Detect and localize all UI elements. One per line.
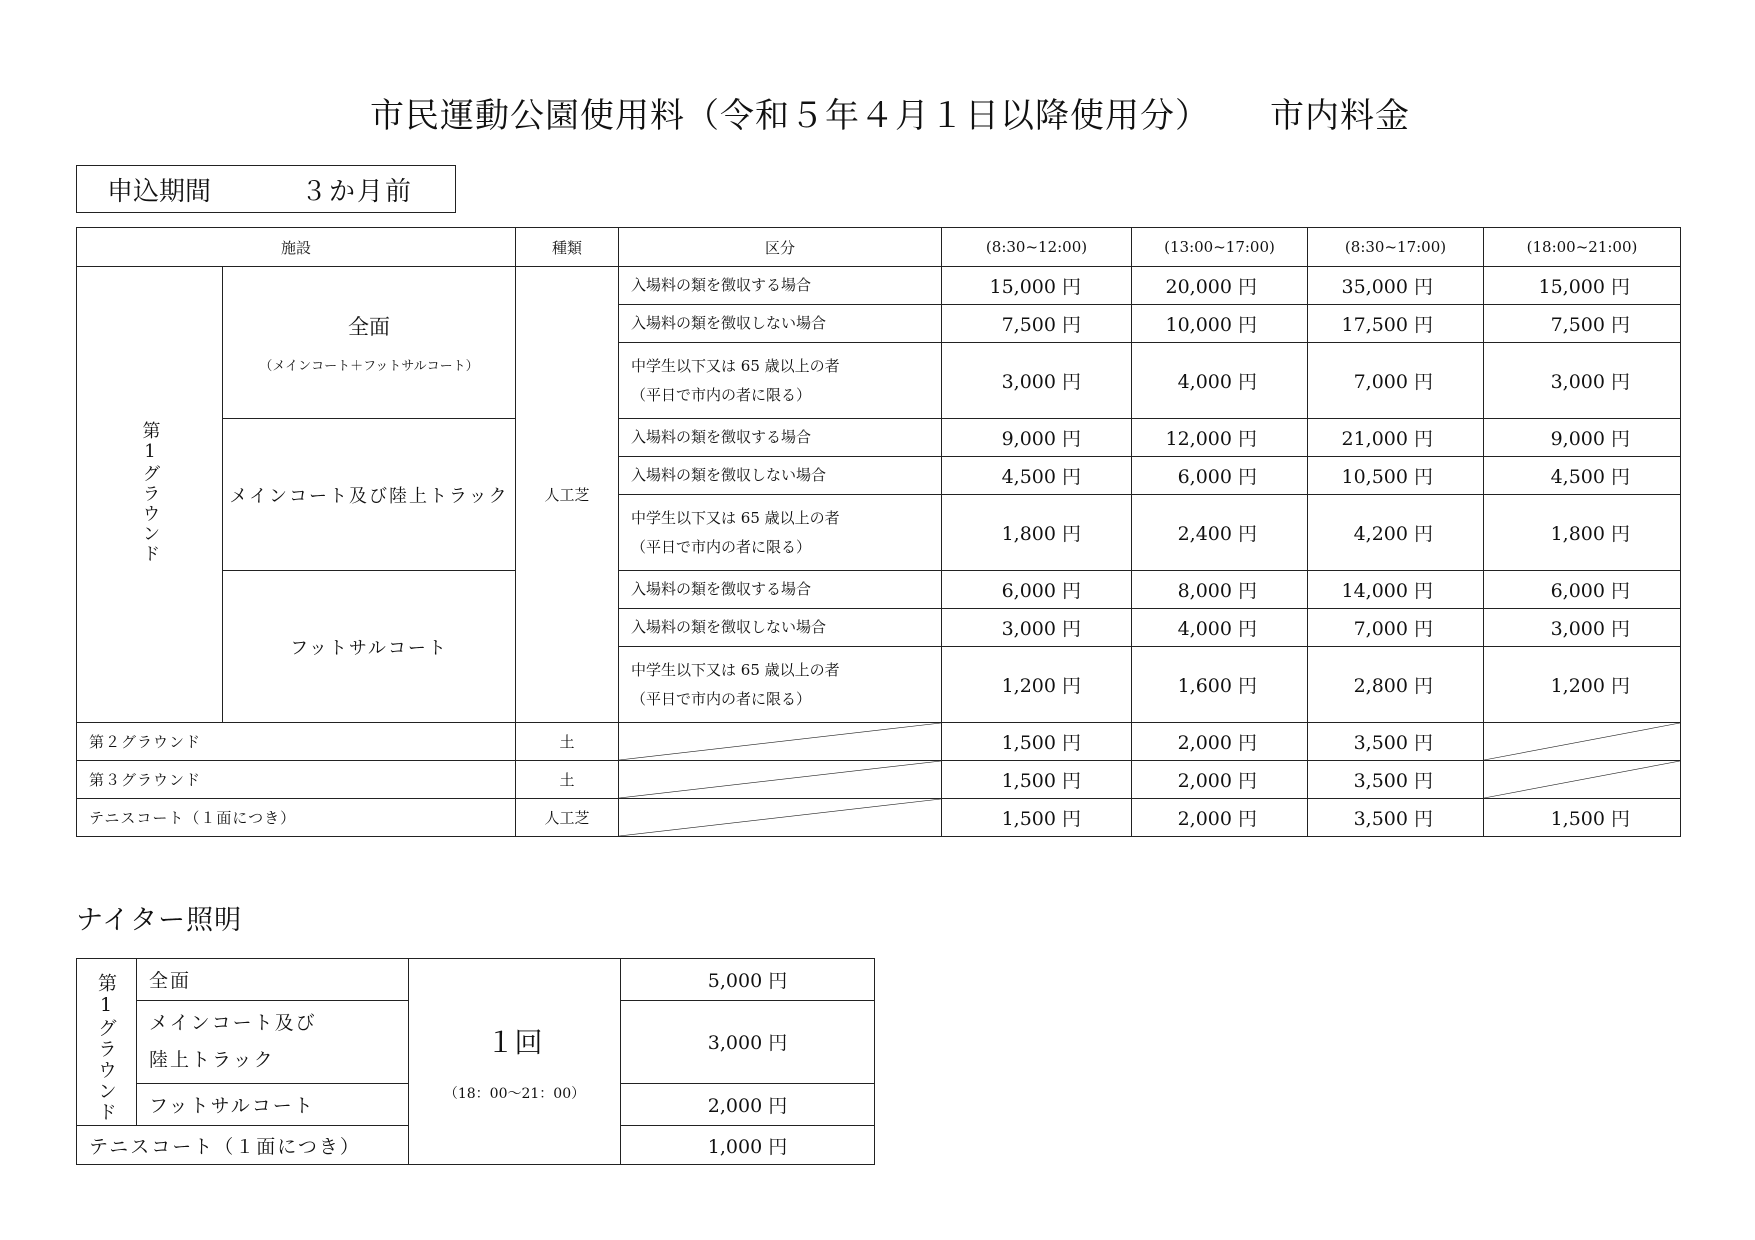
price-cell: 1,500 円 — [1484, 799, 1681, 837]
table-row — [77, 267, 1681, 305]
price-cell: 17,500 円 — [1308, 305, 1484, 343]
category-nocharge: 入場料の類を徴収しない場合 — [619, 609, 942, 647]
price-cell: 7,500 円 — [942, 305, 1132, 343]
facility-subname: （メインコート＋フットサルコート） — [259, 359, 479, 374]
tennis-name: テニスコート（１面につき） — [77, 799, 516, 837]
ground2-type: 土 — [516, 723, 619, 761]
price-cell: 4,500 円 — [1484, 457, 1681, 495]
price-cell: 9,000 円 — [942, 419, 1132, 457]
ground2-name: 第２グラウンド — [77, 723, 516, 761]
period-value: ３か月前 — [301, 176, 414, 207]
price-cell: 14,000 円 — [1308, 571, 1484, 609]
facility-name: フットサルコート — [290, 637, 448, 659]
table-row — [77, 959, 875, 1001]
slash-line — [619, 761, 941, 798]
page-title — [0, 88, 1755, 137]
price-cell: 2,000 円 — [1132, 761, 1308, 799]
price-cell: 1,500 円 — [942, 723, 1132, 761]
night-tennis-name: テニスコート（１面につき） — [77, 1126, 409, 1165]
header-type: 種類 — [516, 228, 619, 267]
category-special-line2: （平日で市内の者に限る） — [631, 689, 812, 708]
category-special — [619, 647, 942, 723]
header-facility: 施設 — [77, 228, 516, 267]
night-once: １回 — [486, 1025, 543, 1059]
category-special-line1: 中学生以下又は 65 歳以上の者 — [631, 357, 840, 375]
category-special — [619, 495, 942, 571]
night-ground1-cell — [77, 959, 137, 1126]
na-slash-cell — [619, 799, 942, 837]
facility-futsal — [223, 571, 516, 723]
price-cell: 3,500 円 — [1308, 799, 1484, 837]
category-charge: 入場料の類を徴収する場合 — [619, 267, 942, 305]
price-cell: 4,000 円 — [1132, 609, 1308, 647]
price-cell: 4,500 円 — [942, 457, 1132, 495]
price-cell: 10,000 円 — [1132, 305, 1308, 343]
tennis-type: 人工芝 — [516, 799, 619, 837]
price-cell: 20,000 円 — [1132, 267, 1308, 305]
price-cell: 10,500 円 — [1308, 457, 1484, 495]
table-row — [77, 419, 1681, 457]
price-cell: 4,000 円 — [1132, 343, 1308, 419]
price-cell: 1,200 円 — [942, 647, 1132, 723]
price-cell: 7,500 円 — [1484, 305, 1681, 343]
header-slot-afternoon: (13:00~17:00) — [1132, 228, 1308, 267]
price-cell: 9,000 円 — [1484, 419, 1681, 457]
category-nocharge: 入場料の類を徴収しない場合 — [619, 457, 942, 495]
price-cell: 1,200 円 — [1484, 647, 1681, 723]
facility-main-track — [223, 419, 516, 571]
price-cell: 6,000 円 — [1484, 571, 1681, 609]
ground1-label: 第1グラウンド — [139, 420, 161, 564]
price-cell: 5,000 円 — [621, 959, 875, 1001]
price-cell: 12,000 円 — [1132, 419, 1308, 457]
price-cell: 1,000 円 — [621, 1126, 875, 1165]
na-slash-cell — [1484, 761, 1681, 799]
price-cell: 3,500 円 — [1308, 761, 1484, 799]
category-charge: 入場料の類を徴収する場合 — [619, 571, 942, 609]
application-period-box — [76, 165, 456, 213]
category-special-line2: （平日で市内の者に限る） — [631, 537, 812, 556]
price-cell: 35,000 円 — [1308, 267, 1484, 305]
night-item-line1: メインコート及び — [149, 1011, 317, 1034]
table-row — [77, 723, 1681, 761]
night-lighting-table — [76, 958, 875, 1165]
facility-name: 全面 — [348, 315, 390, 339]
ground3-name: 第３グラウンド — [77, 761, 516, 799]
facility-full — [223, 267, 516, 419]
facility-name: メインコート及び陸上トラック — [229, 485, 509, 507]
header-slot-morning: (8:30~12:00) — [942, 228, 1132, 267]
header-slot-fullday: (8:30~17:00) — [1308, 228, 1484, 267]
price-cell: 1,500 円 — [942, 761, 1132, 799]
price-cell: 1,600 円 — [1132, 647, 1308, 723]
price-cell: 2,000 円 — [1132, 723, 1308, 761]
price-cell: 21,000 円 — [1308, 419, 1484, 457]
night-item-line2: 陸上トラック — [149, 1048, 275, 1071]
slash-line — [1484, 761, 1680, 798]
table-row — [77, 761, 1681, 799]
table-row — [77, 571, 1681, 609]
price-cell: 1,800 円 — [1484, 495, 1681, 571]
ground1-cell — [77, 267, 223, 723]
night-ground1-label: 第1グラウンド — [95, 973, 117, 1123]
header-category: 区分 — [619, 228, 942, 267]
slash-line — [619, 799, 941, 836]
slash-line — [619, 723, 941, 760]
night-once-time: （18：00～21：00） — [443, 1085, 586, 1102]
header-slot-night: (18:00~21:00) — [1484, 228, 1681, 267]
price-cell: 15,000 円 — [942, 267, 1132, 305]
price-cell: 3,000 円 — [1484, 343, 1681, 419]
price-cell: 2,000 円 — [1132, 799, 1308, 837]
category-special-line1: 中学生以下又は 65 歳以上の者 — [631, 661, 840, 679]
title-sub: 市内料金 — [1270, 96, 1410, 136]
night-item-main-track — [137, 1001, 409, 1083]
category-special-line1: 中学生以下又は 65 歳以上の者 — [631, 509, 840, 527]
price-cell: 3,000 円 — [942, 343, 1132, 419]
price-cell: 7,000 円 — [1308, 609, 1484, 647]
na-slash-cell — [619, 723, 942, 761]
price-cell: 4,200 円 — [1308, 495, 1484, 571]
price-cell: 1,500 円 — [942, 799, 1132, 837]
price-cell: 3,000 円 — [1484, 609, 1681, 647]
turf-type: 人工芝 — [516, 267, 619, 723]
night-lighting-heading: ナイター照明 — [76, 905, 243, 936]
price-cell: 3,000 円 — [942, 609, 1132, 647]
category-charge: 入場料の類を徴収する場合 — [619, 419, 942, 457]
night-item-full: 全面 — [137, 959, 409, 1001]
price-cell: 6,000 円 — [942, 571, 1132, 609]
price-cell: 2,800 円 — [1308, 647, 1484, 723]
night-once-cell — [409, 959, 621, 1165]
period-label: 申込期間 — [107, 176, 212, 207]
price-cell: 15,000 円 — [1484, 267, 1681, 305]
na-slash-cell — [619, 761, 942, 799]
night-item-futsal: フットサルコート — [137, 1083, 409, 1125]
table-row — [77, 799, 1681, 837]
slash-line — [1484, 723, 1680, 760]
price-cell: 3,000 円 — [621, 1001, 875, 1083]
price-cell: 6,000 円 — [1132, 457, 1308, 495]
fee-table — [76, 227, 1681, 837]
ground3-type: 土 — [516, 761, 619, 799]
price-cell: 8,000 円 — [1132, 571, 1308, 609]
title-main: 市民運動公園使用料（令和５年４月１日以降使用分） — [370, 96, 1210, 136]
price-cell: 3,500 円 — [1308, 723, 1484, 761]
header-row — [77, 228, 1681, 267]
price-cell: 2,400 円 — [1132, 495, 1308, 571]
price-cell: 2,000 円 — [621, 1083, 875, 1125]
category-nocharge: 入場料の類を徴収しない場合 — [619, 305, 942, 343]
price-cell: 1,800 円 — [942, 495, 1132, 571]
category-special-line2: （平日で市内の者に限る） — [631, 385, 812, 404]
category-special — [619, 343, 942, 419]
na-slash-cell — [1484, 723, 1681, 761]
price-cell: 7,000 円 — [1308, 343, 1484, 419]
